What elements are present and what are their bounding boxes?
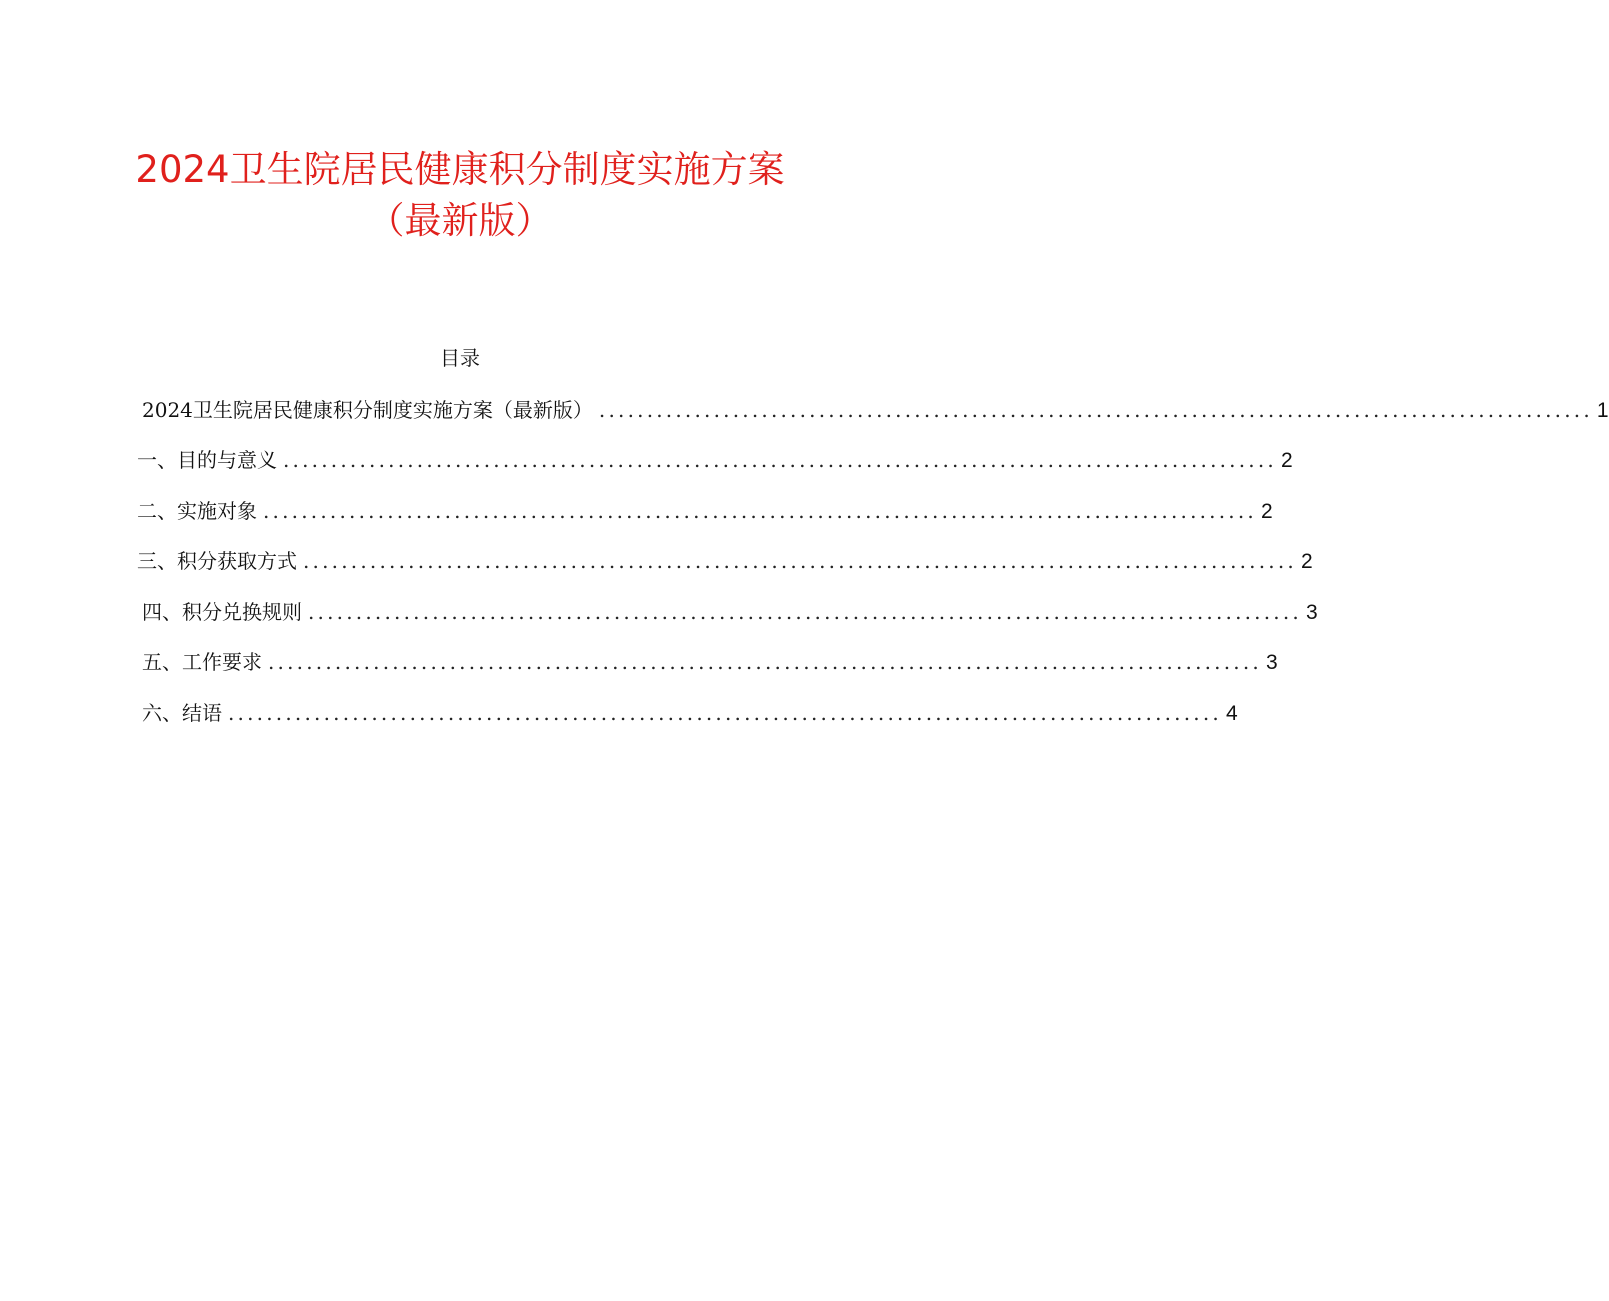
toc-entry-page: 1 [1596,399,1609,422]
toc-entry-label: 一、目的与意义 [137,448,277,472]
toc-entry[interactable] [137,445,1293,475]
toc-entry-label: 四、积分兑换规则 [142,600,302,624]
toc-entry-page: 2 [1260,500,1273,523]
toc-entry[interactable] [142,395,1609,425]
toc-entry-leader: ........................................................................................................ [228,701,1222,725]
toc-entry-label: 三、积分获取方式 [137,549,297,573]
toc-entry-leader: ........................................................................................................ [283,448,1277,472]
toc-entry[interactable] [142,698,1238,728]
toc-entry[interactable] [142,597,1318,627]
toc-entry-leader: ........................................................................................................ [268,650,1262,674]
toc-entry-page: 2 [1300,550,1313,573]
toc-entry-label: 2024卫生院居民健康积分制度实施方案（最新版） [142,398,593,422]
toc-entry-leader: ........................................................................................................ [303,549,1297,573]
toc-entry[interactable] [137,546,1313,576]
toc-entry[interactable] [137,496,1273,526]
toc-entry-page: 3 [1305,601,1318,624]
toc-entry-page: 3 [1265,651,1278,674]
toc-entry-label: 五、工作要求 [142,650,262,674]
document-title-line-1: 2024卫生院居民健康积分制度实施方案 [135,148,785,191]
toc-entry[interactable] [142,647,1278,677]
toc-entry-page: 2 [1280,449,1293,472]
toc-entry-label: 六、结语 [142,701,222,725]
toc-entry-leader: ........................................................................................................ [308,600,1302,624]
document-title-line-2: （最新版） [367,199,553,242]
toc-heading: 目录 [440,346,480,370]
toc-entry-leader: ........................................................................................................ [263,499,1257,523]
toc-entry-page: 4 [1225,702,1238,725]
toc-entry-leader: ........................................................................................................ [598,398,1593,422]
toc-entry-label: 二、实施对象 [137,499,257,523]
